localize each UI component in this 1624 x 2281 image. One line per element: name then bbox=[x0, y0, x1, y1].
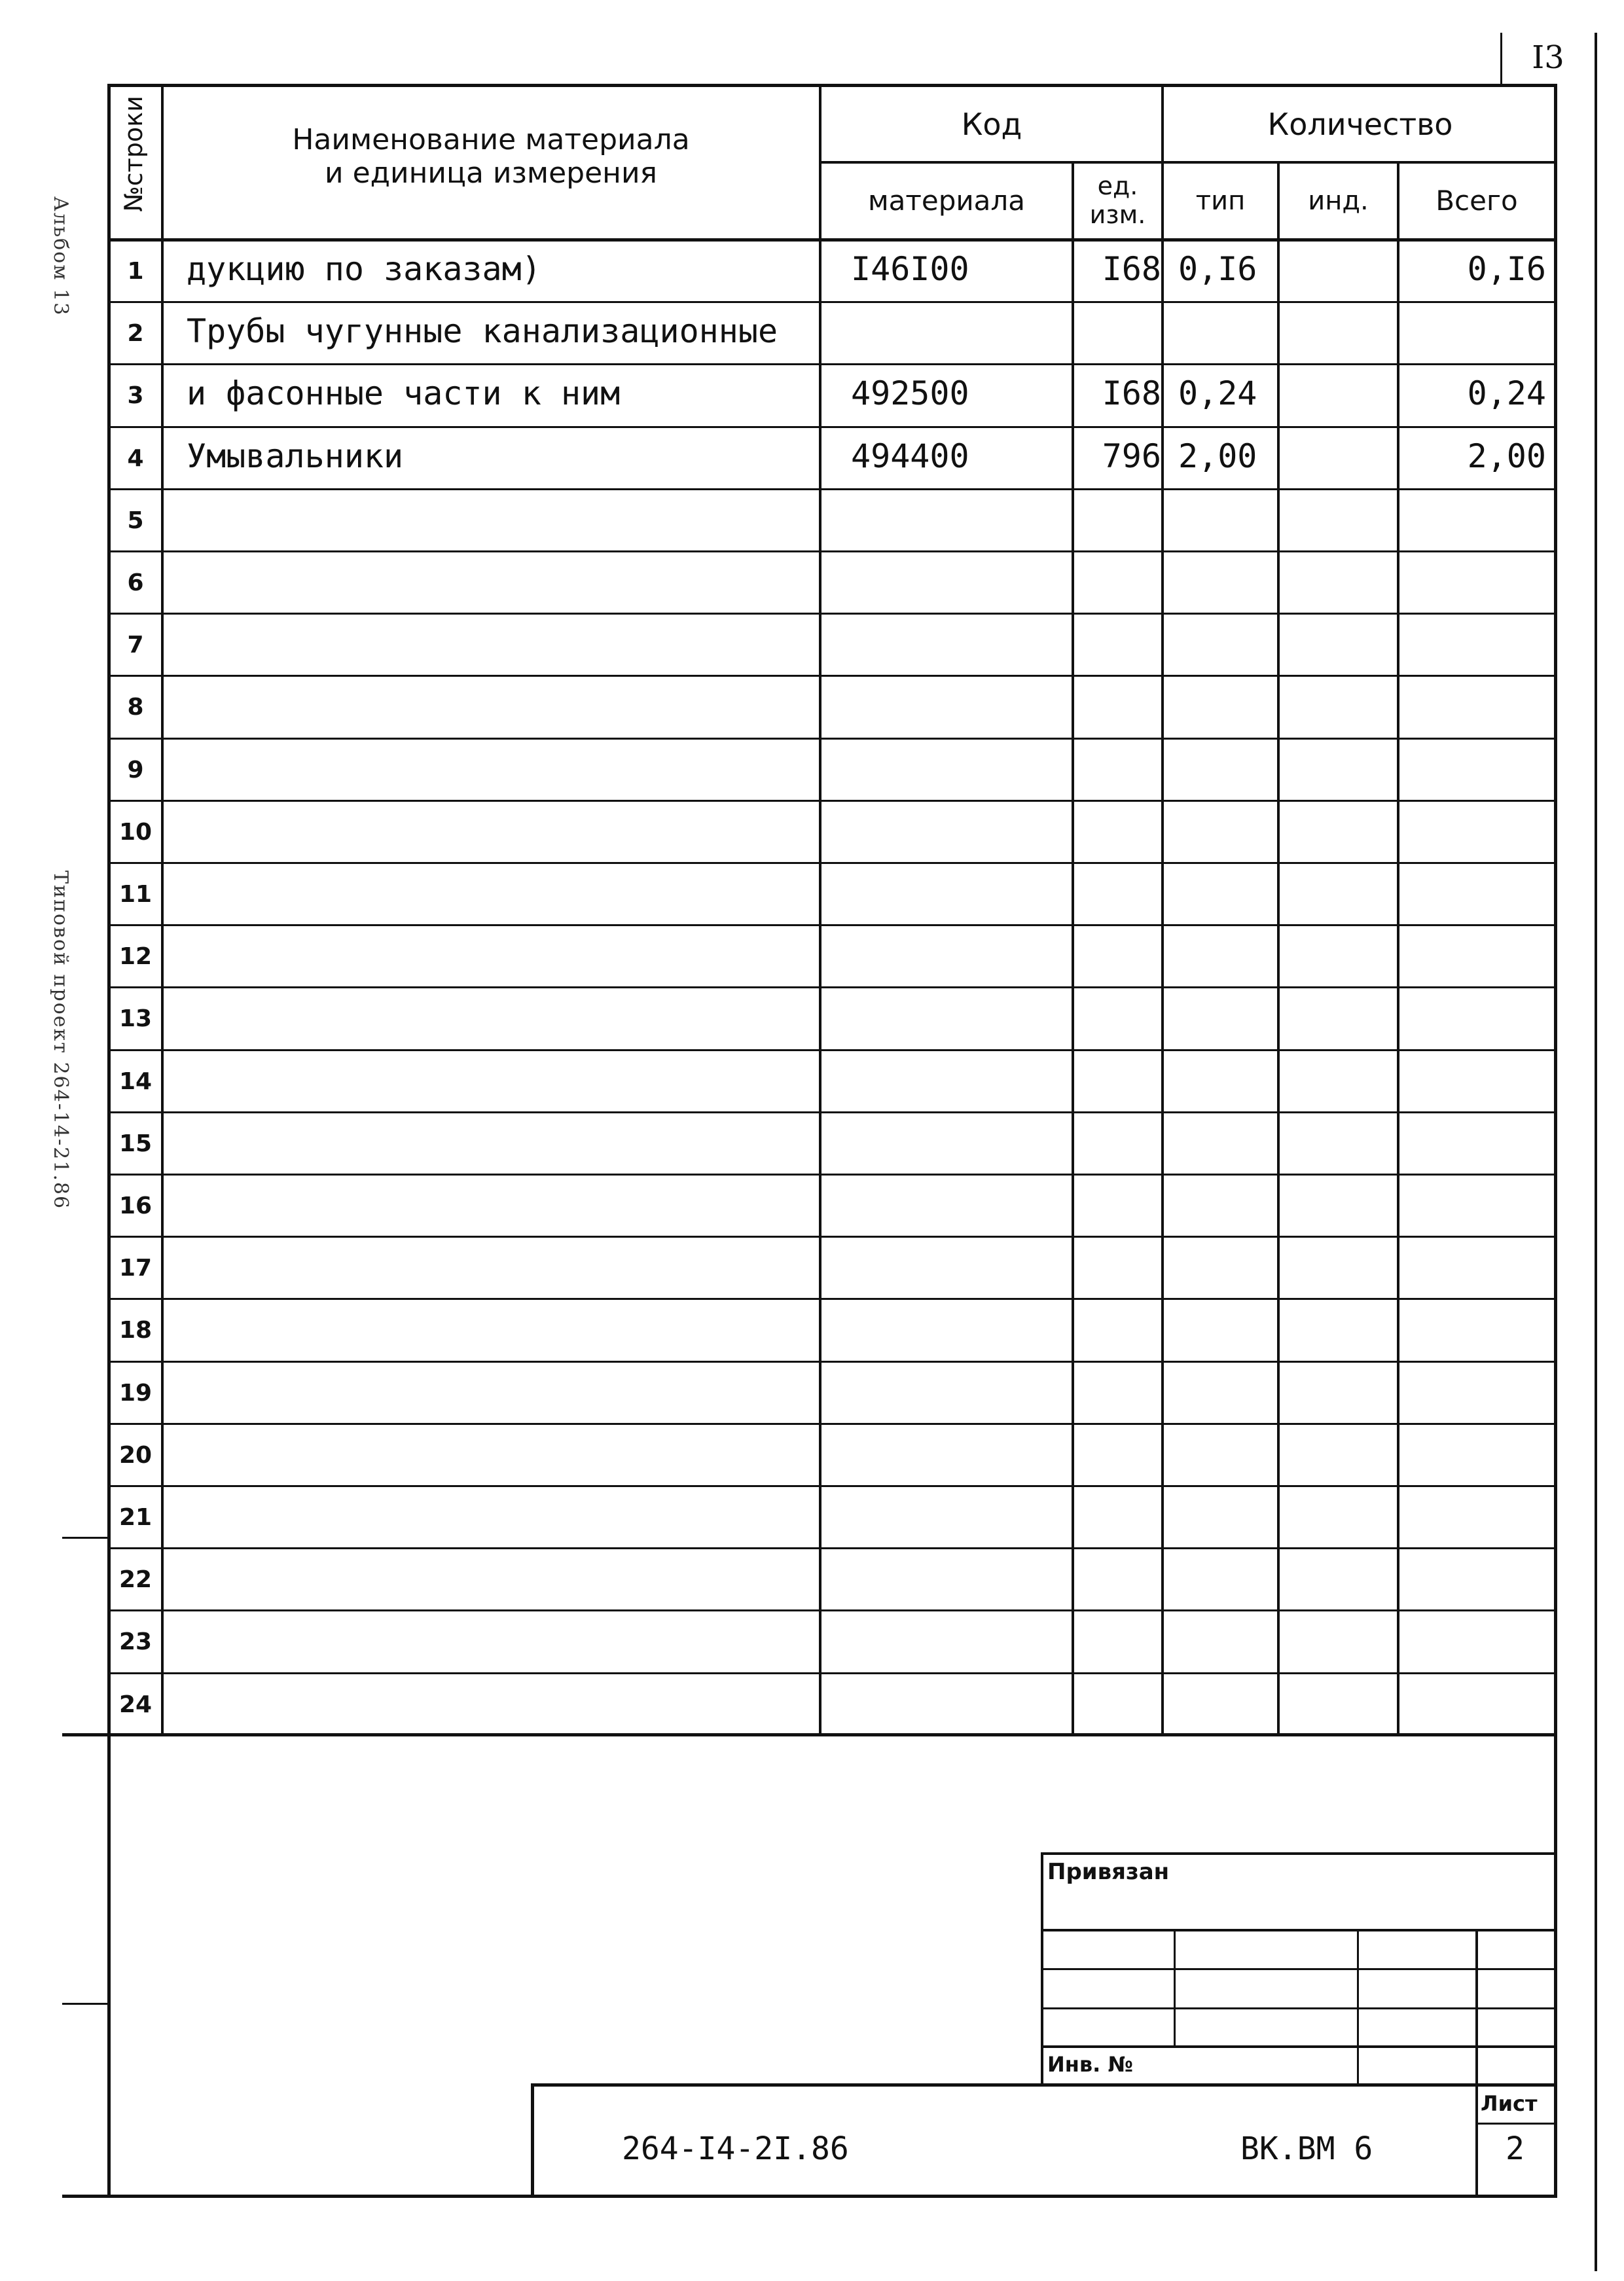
sheet-label: Лист bbox=[1481, 2091, 1538, 2116]
row-number: 3 bbox=[127, 382, 144, 409]
material-code-header: материала bbox=[867, 184, 1025, 217]
row-number: 14 bbox=[118, 1068, 153, 1095]
row-number: 15 bbox=[118, 1130, 153, 1157]
row-number: 11 bbox=[118, 881, 153, 908]
row-number: 20 bbox=[118, 1442, 153, 1469]
unit-code-cell: I68 bbox=[1102, 250, 1161, 288]
row-number: 9 bbox=[127, 757, 144, 783]
material-name-cell: Умывальники bbox=[187, 437, 404, 475]
row-number: 24 bbox=[118, 1691, 153, 1718]
row-number: 4 bbox=[127, 445, 144, 472]
row-number: 7 bbox=[127, 632, 144, 658]
margin-project-label: Типовой проект 264-14-21.86 bbox=[49, 871, 72, 1210]
material-code-cell: 492500 bbox=[851, 374, 969, 412]
material-name-cell: дукцию по заказам) bbox=[187, 250, 541, 288]
page-number: I3 bbox=[1532, 39, 1564, 76]
sheet-number: 2 bbox=[1506, 2130, 1525, 2167]
material-name-cell: и фасонные части к ним bbox=[187, 374, 621, 412]
code-header: Код bbox=[961, 106, 1022, 142]
row-number: 19 bbox=[118, 1380, 153, 1407]
type-quantity-cell: 0,I6 bbox=[1178, 250, 1257, 288]
page-bottom-line bbox=[62, 2195, 1557, 2198]
document-code: 264-I4-2I.86 bbox=[622, 2130, 849, 2167]
row-number: 6 bbox=[127, 569, 144, 596]
total-header: Всего bbox=[1435, 184, 1518, 217]
inventory-number-label: Инв. № bbox=[1047, 2052, 1133, 2077]
row-number: 23 bbox=[118, 1628, 153, 1655]
quantity-header: Количество bbox=[1267, 106, 1453, 142]
material-name-cell: Трубы чугунные канализационные bbox=[187, 312, 778, 350]
row-number: 13 bbox=[118, 1005, 153, 1032]
row-number: 8 bbox=[127, 694, 144, 721]
total-quantity-cell: 0,24 bbox=[1467, 374, 1546, 412]
table-bottom-line bbox=[62, 1733, 1557, 1736]
type-header: тип bbox=[1195, 186, 1246, 216]
row-number: 1 bbox=[127, 258, 144, 285]
bound-label: Привязан bbox=[1047, 1859, 1170, 1885]
material-code-cell: I46I00 bbox=[851, 250, 969, 288]
row-number: 12 bbox=[118, 943, 153, 970]
unit-code-cell: 796 bbox=[1102, 437, 1161, 475]
total-quantity-cell: 2,00 bbox=[1467, 437, 1546, 475]
row-number: 2 bbox=[127, 320, 144, 347]
material-code-cell: 494400 bbox=[851, 437, 969, 475]
type-quantity-cell: 0,24 bbox=[1178, 374, 1257, 412]
row-number: 5 bbox=[127, 507, 144, 534]
document-mark: ВК.ВМ 6 bbox=[1240, 2130, 1373, 2167]
unit-code-header: ед. изм. bbox=[1089, 171, 1146, 229]
ind-header: инд. bbox=[1308, 186, 1369, 216]
row-number: 21 bbox=[118, 1504, 153, 1531]
total-quantity-cell: 0,I6 bbox=[1467, 250, 1546, 288]
row-number-header: №строки bbox=[119, 96, 149, 212]
row-number: 17 bbox=[118, 1255, 153, 1282]
row-number: 16 bbox=[118, 1193, 153, 1219]
row-number: 22 bbox=[118, 1566, 153, 1593]
row-number: 10 bbox=[118, 819, 153, 846]
unit-code-cell: I68 bbox=[1102, 374, 1161, 412]
margin-album-label: Альбом 13 bbox=[49, 196, 72, 317]
row-number: 18 bbox=[118, 1317, 153, 1344]
type-quantity-cell: 2,00 bbox=[1178, 437, 1257, 475]
name-header: Наименование материала и единица измерения bbox=[292, 123, 690, 190]
